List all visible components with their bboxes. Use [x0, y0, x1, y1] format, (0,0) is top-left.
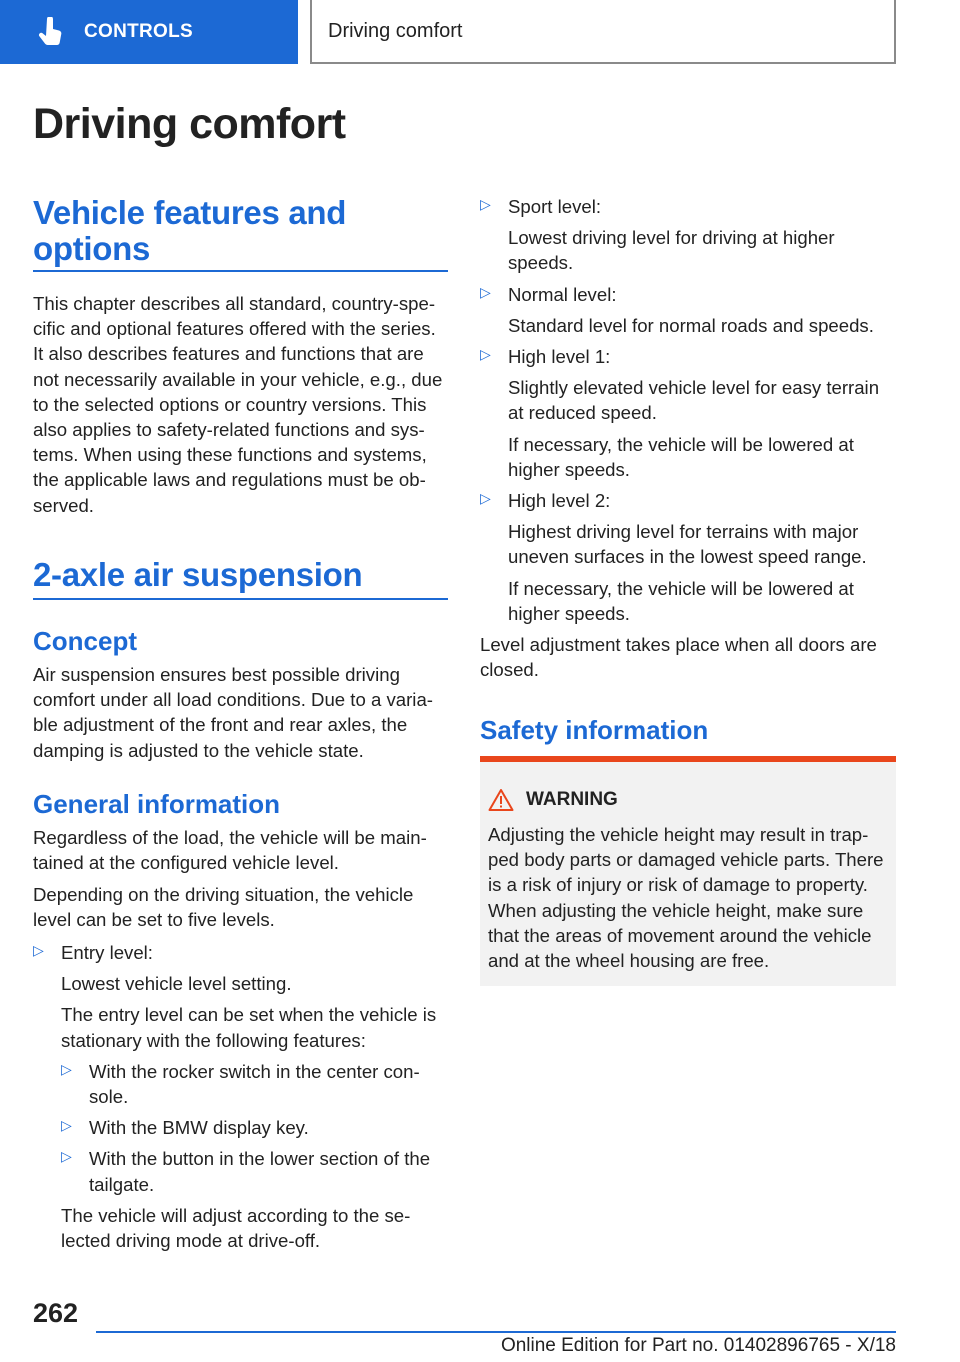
heading-concept: Concept [33, 626, 137, 656]
list-item-sport-level [480, 194, 896, 276]
features-paragraph: This chapter describes all standard, country-specific and optional features offered with the series. It also describes features and functions that are not necessarily available in your vehicle, e.g., due to the selected options or country versions. This also applies to safety-related functions and systems. When using these functions and systems, the applicable laws and regulations must be observed. [33, 293, 443, 516]
feature-text: With the button in the lower section of the tailgate. [89, 1148, 431, 1195]
feature-text: With the rocker switch in the center console. [89, 1060, 420, 1108]
general-paragraph-1: Regardless of the load, the vehicle will be maintained at the configured vehicle level. [33, 827, 427, 874]
normal-level-desc: Standard level for normal roads and speeds. [508, 314, 874, 336]
warning-label: WARNING [526, 789, 618, 810]
entry-level-desc-2: The entry level can be set when the vehicle is stationary with the following features: [61, 1004, 437, 1051]
list-item-entry-level [33, 940, 448, 1253]
warning-triangle-icon [488, 788, 514, 812]
high-level-2-desc: Highest driving level for terrains with major uneven surfaces in the lowest speed range. [508, 521, 867, 568]
level-adjust-paragraph: Level adjustment takes place when all doors are closed. [480, 634, 877, 681]
level-list-right [480, 194, 896, 682]
triangle-bullet-icon: ▷ [61, 1148, 72, 1165]
entry-level-label: Entry level: [61, 942, 153, 963]
heading-vehicle-features: Vehicle features and options [33, 194, 347, 267]
warning-text: Adjusting the vehicle height may result in trapped body parts or damaged vehicle parts. There is a risk of injury or risk of damage to property. When adjusting the vehicle height, make sure that the areas of movement around the vehicle and at the wheel housing are free. [488, 824, 884, 972]
triangle-bullet-icon: ▷ [480, 196, 491, 212]
list-item-normal-level [480, 282, 896, 338]
heading-safety-information: Safety information [480, 715, 709, 745]
heading-rule [33, 598, 448, 600]
high-level-2-label: High level 2: [508, 490, 611, 512]
chapter-title-tab [310, 0, 896, 64]
high-level-1-desc: Slightly elevated vehicle level for easy terrain at reduced speed. [508, 377, 880, 424]
entry-feature-list [61, 1059, 448, 1197]
list-item-feature [61, 1146, 448, 1196]
warning-header [488, 788, 618, 812]
triangle-bullet-icon: ▷ [33, 942, 44, 958]
high-level-1-desc-2: If necessary, the vehicle will be lowered at higher speeds. [508, 433, 854, 480]
high-level-2-desc-2: If necessary, the vehicle will be lowered at higher speeds. [508, 577, 854, 624]
heading-air-suspension: 2-axle air suspension [33, 556, 363, 593]
hand-pointer-icon [38, 15, 68, 49]
page-title: Driving comfort [33, 100, 346, 148]
chapter-title: Driving comfort [328, 19, 463, 42]
triangle-bullet-icon: ▷ [480, 346, 491, 363]
footer-edition-text: Online Edition for Part no. 01402896765 - X/18 [500, 1335, 896, 1356]
normal-level-label: Normal level: [508, 283, 617, 305]
warning-box [480, 756, 896, 986]
high-level-1-label: High level 1: [508, 346, 611, 368]
list-item-feature [61, 1059, 448, 1109]
section-label: CONTROLS [84, 21, 194, 42]
entry-level-desc: Lowest vehicle level setting. [61, 973, 292, 995]
triangle-bullet-icon: ▷ [61, 1117, 72, 1134]
page-number: 262 [33, 1298, 79, 1328]
entry-level-after: The vehicle will adjust according to the selected driving mode at drive-off. [61, 1204, 411, 1252]
triangle-bullet-icon: ▷ [480, 283, 491, 300]
sport-level-label: Sport level: [508, 196, 602, 217]
general-paragraph-2: Depending on the driving situation, the vehicle level can be set to five levels. [33, 884, 414, 931]
footer-rule [96, 1331, 896, 1333]
sport-level-desc: Lowest driving level for driving at higher speeds. [508, 227, 835, 274]
heading-general-information: General information [33, 789, 281, 819]
triangle-bullet-icon: ▷ [480, 490, 491, 507]
list-item-feature [61, 1115, 448, 1140]
triangle-bullet-icon: ▷ [61, 1060, 72, 1077]
level-list-left [33, 940, 448, 1253]
list-item-high-level-1 [480, 344, 896, 482]
feature-text: With the BMW display key. [89, 1117, 309, 1139]
list-item-high-level-2 [480, 488, 896, 626]
section-tab-controls[interactable] [0, 0, 298, 64]
heading-rule [33, 270, 448, 272]
concept-paragraph: Air suspension ensures best possible driving comfort under all load conditions. Due to a variable adjustment of the front and rear axles, the damping is adjusted to the vehicle state. [33, 664, 433, 761]
